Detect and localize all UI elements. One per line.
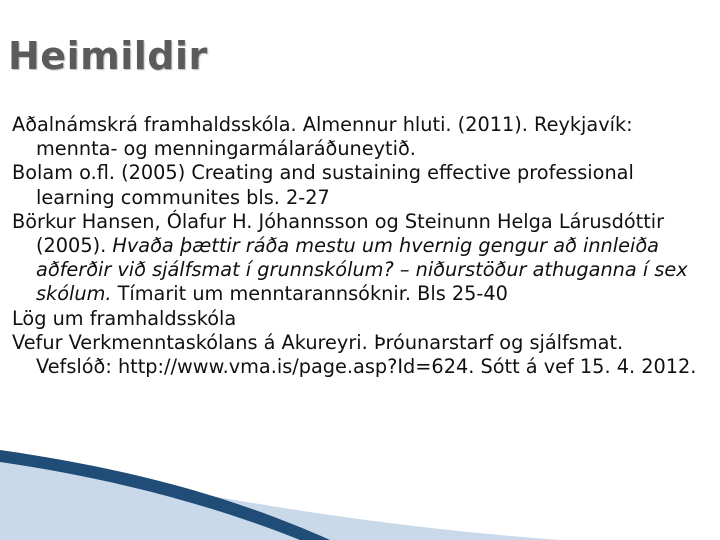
swoosh-decoration	[0, 440, 720, 540]
page-title: Heimildir	[8, 34, 208, 78]
reference-item	[12, 161, 702, 209]
reference-list	[12, 113, 702, 379]
reference-item	[12, 210, 702, 307]
reference-text: Aðalnámskrá framhaldsskóla. Almennur hluti. (2011). Reykjavík: mennta- og menningarmálaráðuneytið.	[12, 113, 633, 161]
reference-italic-title: Hvaða þættir ráða mestu um hvernig gengur að innleiða aðferðir við sjálfsmat í grunnskólum? – niðurstöður athuganna í sex skólum.	[36, 234, 688, 306]
reference-lead: Börkur Hansen, Ólafur H. Jóhannsson og Steinunn Helga Lárusdóttir (2005).	[12, 209, 665, 258]
reference-text: Lög um framhaldsskóla	[12, 306, 237, 330]
reference-text: Vefur Verkmenntaskólans á Akureyri. Þróunarstarf og sjálfsmat. Vefslóð: http://www.vma.is/page.asp?Id=624. Sótt á vef 15. 4. 2012.	[12, 330, 697, 379]
reference-item	[12, 113, 702, 161]
reference-tail: Tímarit um menntarannsóknir. Bls 25-40	[111, 282, 508, 306]
reference-text: Bolam o.fl. (2005) Creating and sustaining effective professional learning communites bls. 2-27	[12, 161, 634, 209]
reference-item	[12, 331, 702, 379]
reference-item	[12, 307, 702, 331]
